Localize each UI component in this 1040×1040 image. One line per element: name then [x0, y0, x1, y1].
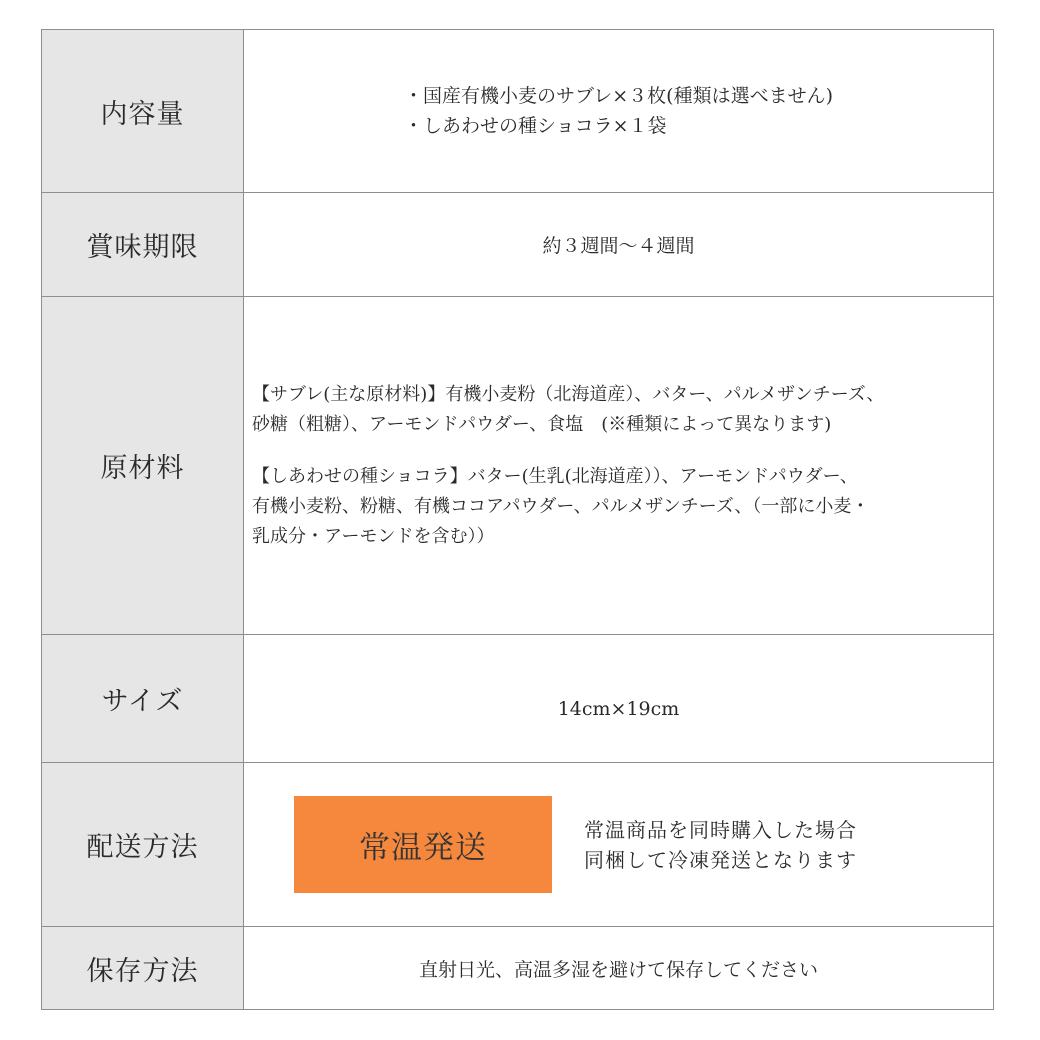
label-contents: 内容量 [42, 30, 244, 192]
row-ingredients [41, 297, 994, 635]
value-storage: 直射日光、高温多湿を避けて保存してください [418, 958, 818, 981]
label-size: サイズ [42, 635, 244, 762]
contents-line: ・国産有機小麦のサブレ×３枚(種類は選べません) [404, 85, 833, 107]
ingredients-line: 有機小麦粉、粉糖、有機ココアパウダー、パルメザンチーズ、（一部に小麦・ [252, 495, 870, 517]
ingredients-line: 【しあわせの種ショコラ】バター(生乳(北海道産））、アーモンドパウダー、 [252, 465, 858, 487]
ingredients-block [252, 380, 884, 552]
value-contents [244, 30, 993, 192]
ingredients-line: 砂糖（粗糖）、アーモンドパウダー、食塩 (※種類によって異なります) [252, 413, 832, 435]
shipping-note-line: 常温商品を同時購入した場合 [584, 817, 857, 842]
value-expiry: 約３週間～４週間 [542, 235, 695, 257]
label-storage: 保存方法 [42, 927, 244, 1009]
contents-lines [404, 81, 833, 141]
chocolat-ingredients [252, 462, 884, 552]
shipping-badge: 常温発送 [294, 796, 552, 893]
ingredients-line: 乳成分・アーモンドを含む）） [252, 525, 495, 547]
size-value: 14cm×19cm [557, 697, 680, 720]
row-storage [41, 927, 994, 1010]
label-expiry: 賞味期限 [42, 193, 244, 296]
row-size [41, 635, 994, 763]
row-contents [41, 29, 994, 193]
shipping-note-line: 同梱して冷凍発送となります [584, 847, 857, 872]
label-ingredients: 原材料 [42, 297, 244, 634]
value-size [244, 635, 993, 762]
label-shipping: 配送方法 [42, 763, 244, 926]
sable-ingredients [252, 380, 884, 440]
contents-line: ・しあわせの種ショコラ×１袋 [404, 115, 667, 137]
product-info-table [41, 29, 994, 1010]
value-ingredients [244, 297, 993, 634]
value-shipping [244, 763, 993, 926]
ingredients-line: 【サブレ(主な原材料)】有機小麦粉（北海道産）、バター、パルメザンチーズ、 [252, 383, 885, 405]
shipping-note [584, 815, 857, 875]
row-expiry [41, 193, 994, 297]
row-shipping [41, 763, 994, 927]
